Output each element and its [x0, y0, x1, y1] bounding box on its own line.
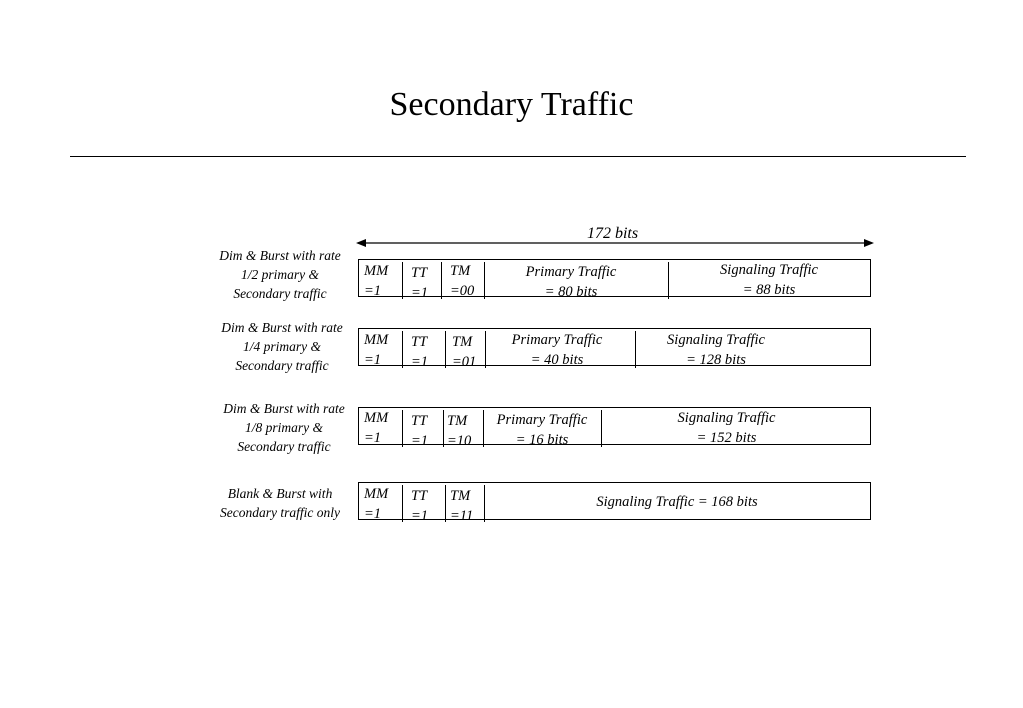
field-divider — [635, 331, 636, 368]
field-divider — [445, 485, 446, 522]
row-label-half-rate: Dim & Burst with rate 1/2 primary & Secondary traffic — [219, 248, 341, 301]
mm-field: MM =1 — [364, 332, 389, 368]
page-title: Secondary Traffic — [389, 86, 634, 123]
field-divider — [402, 410, 403, 447]
total-bits-arrow — [356, 236, 874, 250]
row-label-quarter-rate: Dim & Burst with rate 1/4 primary & Secondary traffic — [221, 320, 343, 373]
mm-field: MM =1 — [364, 410, 389, 446]
field-divider — [484, 485, 485, 522]
field-divider — [483, 410, 484, 447]
frame-blank-burst — [358, 482, 871, 524]
frame-half-rate — [358, 259, 871, 301]
primary-traffic-field: Primary Traffic = 80 bits — [525, 264, 617, 300]
tt-field: TT =1 — [411, 265, 429, 301]
field-divider — [402, 331, 403, 368]
signaling-traffic-field: Signaling Traffic = 168 bits — [596, 494, 758, 510]
signaling-traffic-field: Signaling Traffic = 128 bits — [667, 332, 765, 368]
frame-quarter-rate — [358, 328, 871, 370]
tt-field: TT =1 — [411, 488, 429, 524]
primary-traffic-field: Primary Traffic = 16 bits — [496, 412, 588, 448]
frame-eighth-rate — [358, 407, 871, 449]
mm-field: MM =1 — [364, 263, 389, 299]
field-divider — [443, 410, 444, 447]
tm-field: TM =10 — [447, 413, 472, 449]
field-divider — [445, 331, 446, 368]
field-divider — [441, 262, 442, 299]
field-divider — [601, 410, 602, 447]
row-label-blank-burst: Blank & Burst with Secondary traffic only — [220, 486, 340, 520]
signaling-traffic-field: Signaling Traffic = 152 bits — [677, 410, 776, 446]
mm-field: MM =1 — [364, 486, 389, 522]
field-divider — [668, 262, 669, 299]
field-divider — [485, 331, 486, 368]
tm-field: TM =01 — [452, 334, 477, 370]
tt-field: TT =1 — [411, 413, 429, 449]
signaling-traffic-field: Signaling Traffic = 88 bits — [720, 262, 818, 298]
tt-field: TT =1 — [411, 334, 429, 370]
tm-field: TM =11 — [450, 488, 474, 524]
total-bits-label: 172 bits — [586, 225, 639, 242]
tm-field: TM =00 — [450, 263, 475, 299]
field-divider — [402, 262, 403, 299]
title-divider — [70, 156, 966, 157]
primary-traffic-field: Primary Traffic = 40 bits — [511, 332, 603, 368]
field-divider — [484, 262, 485, 299]
field-divider — [402, 485, 403, 522]
row-label-eighth-rate: Dim & Burst with rate 1/8 primary & Secondary traffic — [223, 401, 345, 454]
